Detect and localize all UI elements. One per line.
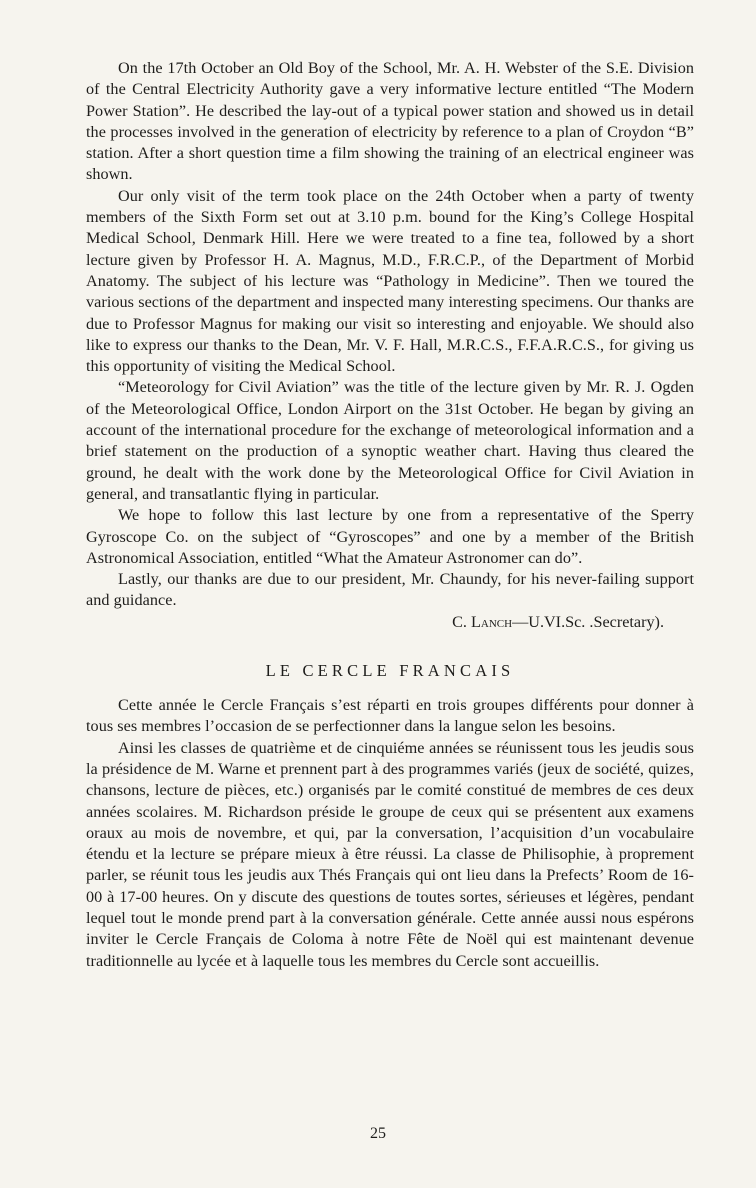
paragraph-cercle-intro: Cette année le Cercle Français s’est réparti en trois groupes différents pour donner à tous ses membres l’occasion de se perfectionner dans la langue selon les besoins. [86, 696, 694, 736]
signature-initial: C. [452, 612, 467, 631]
paragraph-cercle-groups: Ainsi les classes de quatrième et de cinquiéme années se réunissent tous les jeudis sous la présidence de M. Warne et prennent part à des programmes variés (jeux de société, quizes, chansons, lecture de pièces, etc.) organisés par le comité constitué de membres de ces deux années scolaires. M. Richardson préside le groupe de ceux qui se présentent aux examens oraux au mois de novembre, et qui, par la conversation, l’acquisition d’un vocabulaire étendu et la lecture se prépare mieux à être réussi. La classe de Philisophie, à proprement parler, se réunit tous les jeudis aux Thés Français qui ont lieu dans la Prefects’ Room de 16-00 à 17-00 heures. On y discute des questions de toutes sortes, sérieuses et légères, pendant lequel tout le monde prend part à la conversation générale. Cette année aussi nous espérons inviter le Cercle Français de Coloma à notre Fête de Noël qui est maintenant devenue traditionnelle au lycée et à laquelle tous les membres du Cercle sont accueillis. [86, 738, 694, 970]
text-column [86, 58, 694, 972]
page-number: 25 [370, 1125, 386, 1142]
paragraph-kings-college-visit: Our only visit of the term took place on the 24th October when a party of twenty members of the Sixth Form set out at 3.10 p.m. bound for the King’s College Hospital Medical School, Denmark Hill. Here we were treated to a fine tea, followed by a short lecture given by Professor H. A. Magnus, M.D., F.R.C.P., of the Department of Morbid Anatomy. The subject of his lecture was “Pathology in Medicine”. Then we toured the various sections of the department and inspected many interesting specimens. Our thanks are due to Professor Magnus for making our visit so interesting and enjoyable. We should also like to express our thanks to the Dean, Mr. V. F. Hall, M.R.C.S., F.F.A.R.C.S., for giving us this opportunity of visiting the Medical School. [86, 186, 694, 376]
signature-surname: Lanch [471, 612, 513, 631]
paragraph-thanks: Lastly, our thanks are due to our president, Mr. Chaundy, for his never-failing support and guidance. [86, 570, 694, 610]
section-heading-cercle-francais: LE CERCLE FRANCAIS [265, 661, 515, 681]
signature-suffix: —U.VI.Sc. .Secretary). [512, 612, 664, 631]
paragraph-webster-lecture: On the 17th October an Old Boy of the School, Mr. A. H. Webster of the S.E. Division of the Central Electricity Authority gave a very informative lecture entitled “The Modern Power Station”. He described the lay-out of a typical power station and showed us in detail the processes involved in the generation of electricity by reference to a plan of Croydon “B” station. After a short question time a film showing the training of an electrical engineer was shown. [86, 59, 694, 184]
paragraph-future-lectures: We hope to follow this last lecture by one from a representative of the Sperry Gyroscope Co. on the subject of “Gyroscopes” and one by a member of the British Astronomical Association, entitled “What the Amateur Astronomer can do”. [86, 506, 694, 567]
secretary-signature [86, 612, 694, 633]
cercle-francais-section [86, 695, 694, 972]
society-report [86, 58, 694, 633]
paragraph-meteorology-lecture: “Meteorology for Civil Aviation” was the title of the lecture given by Mr. R. J. Ogden of the Meteorological Office, London Airport on the 31st October. He began by giving an account of the international procedure for the exchange of meteorological information and a brief statement on the production of a synoptic weather chart. Having thus cleared the ground, he dealt with the work done by the Meteorological Office for Civil Aviation in general, and transatlantic flying in particular. [86, 378, 694, 503]
